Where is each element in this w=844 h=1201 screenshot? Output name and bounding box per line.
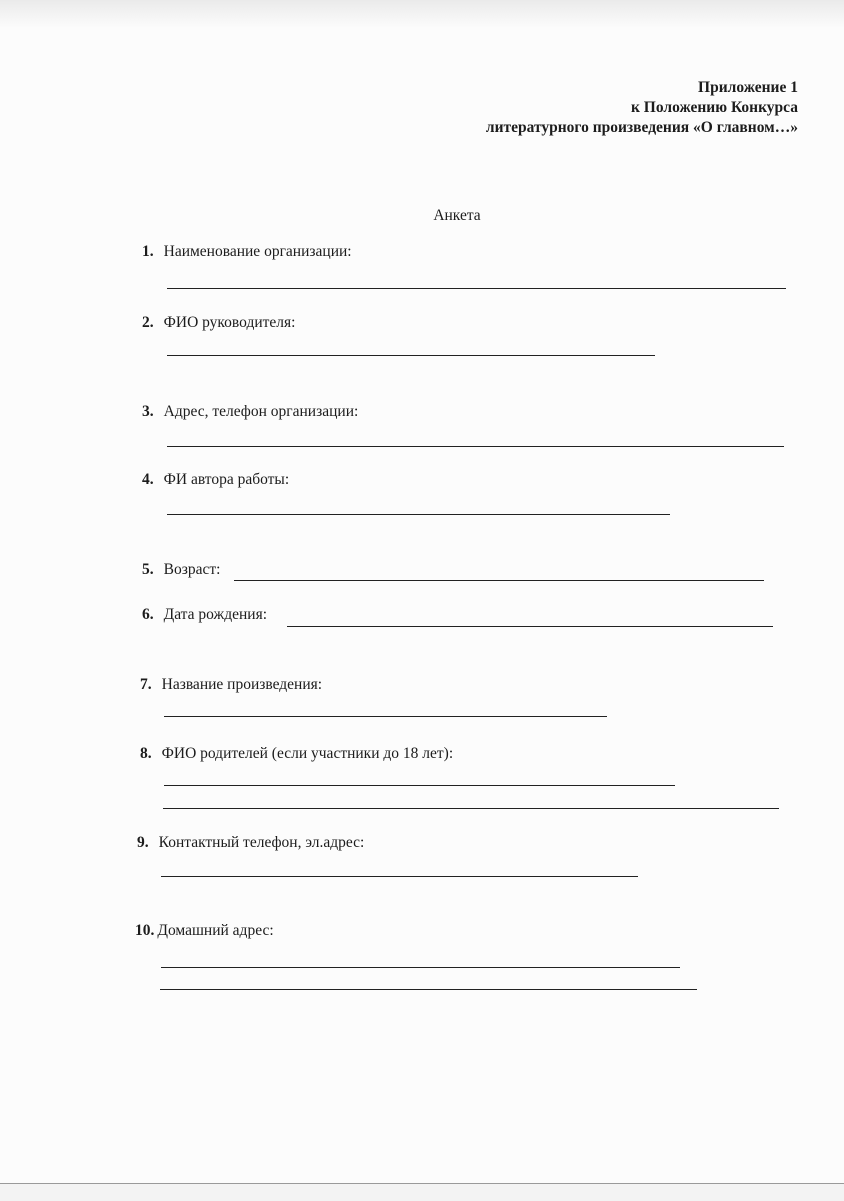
appendix-header	[486, 78, 798, 138]
field-label-home-address	[135, 922, 274, 940]
answer-line-age[interactable]	[234, 580, 764, 581]
field-label-birth-date	[142, 606, 267, 624]
answer-line-home-address-2[interactable]	[160, 989, 697, 990]
item-label: Название произведения:	[161, 676, 323, 693]
item-label: ФИО родителей (если участники до 18 лет):	[161, 745, 454, 762]
answer-line-director[interactable]	[167, 355, 655, 356]
scan-bottom-edge	[0, 1183, 844, 1201]
field-label-address-phone	[142, 403, 358, 421]
item-label: Контактный телефон, эл.адрес:	[158, 834, 365, 851]
answer-line-parents-1[interactable]	[164, 785, 675, 786]
item-label: ФИ автора работы:	[163, 471, 290, 488]
answer-line-parents-2[interactable]	[163, 808, 779, 809]
field-label-director	[142, 314, 295, 332]
scan-shadow	[0, 0, 844, 28]
item-label: Дата рождения:	[163, 606, 268, 623]
item-number: 5.	[142, 561, 154, 578]
item-number: 6.	[142, 606, 154, 623]
item-label: Домашний адрес:	[157, 922, 274, 939]
field-label-work-title	[140, 676, 322, 694]
item-number: 9.	[137, 834, 149, 851]
item-number: 1.	[142, 243, 154, 260]
answer-line-birth-date[interactable]	[287, 626, 773, 627]
item-number: 3.	[142, 403, 154, 420]
answer-line-contacts[interactable]	[161, 876, 638, 877]
answer-line-organization[interactable]	[167, 288, 786, 289]
answer-line-home-address-1[interactable]	[161, 967, 680, 968]
item-number: 10.	[135, 922, 155, 939]
field-label-age	[142, 561, 220, 579]
item-number: 2.	[142, 314, 154, 331]
item-label: Возраст:	[163, 561, 221, 578]
field-label-parents	[140, 745, 453, 763]
form-title: Анкета	[433, 207, 481, 224]
appendix-line-3: литературного произведения «О главном…»	[485, 119, 798, 136]
item-label: Наименование организации:	[163, 243, 352, 260]
field-label-author	[142, 471, 289, 489]
item-label: Адрес, телефон организации:	[163, 403, 359, 420]
answer-line-address-phone[interactable]	[167, 446, 784, 447]
item-number: 7.	[140, 676, 152, 693]
appendix-line-1: Приложение 1	[698, 79, 798, 96]
field-label-contacts	[137, 834, 364, 852]
item-number: 4.	[142, 471, 154, 488]
field-label-organization	[142, 243, 352, 261]
item-number: 8.	[140, 745, 152, 762]
answer-line-author[interactable]	[167, 514, 670, 515]
appendix-line-2: к Положению Конкурса	[630, 99, 798, 116]
item-label: ФИО руководителя:	[163, 314, 296, 331]
answer-line-work-title[interactable]	[164, 716, 607, 717]
